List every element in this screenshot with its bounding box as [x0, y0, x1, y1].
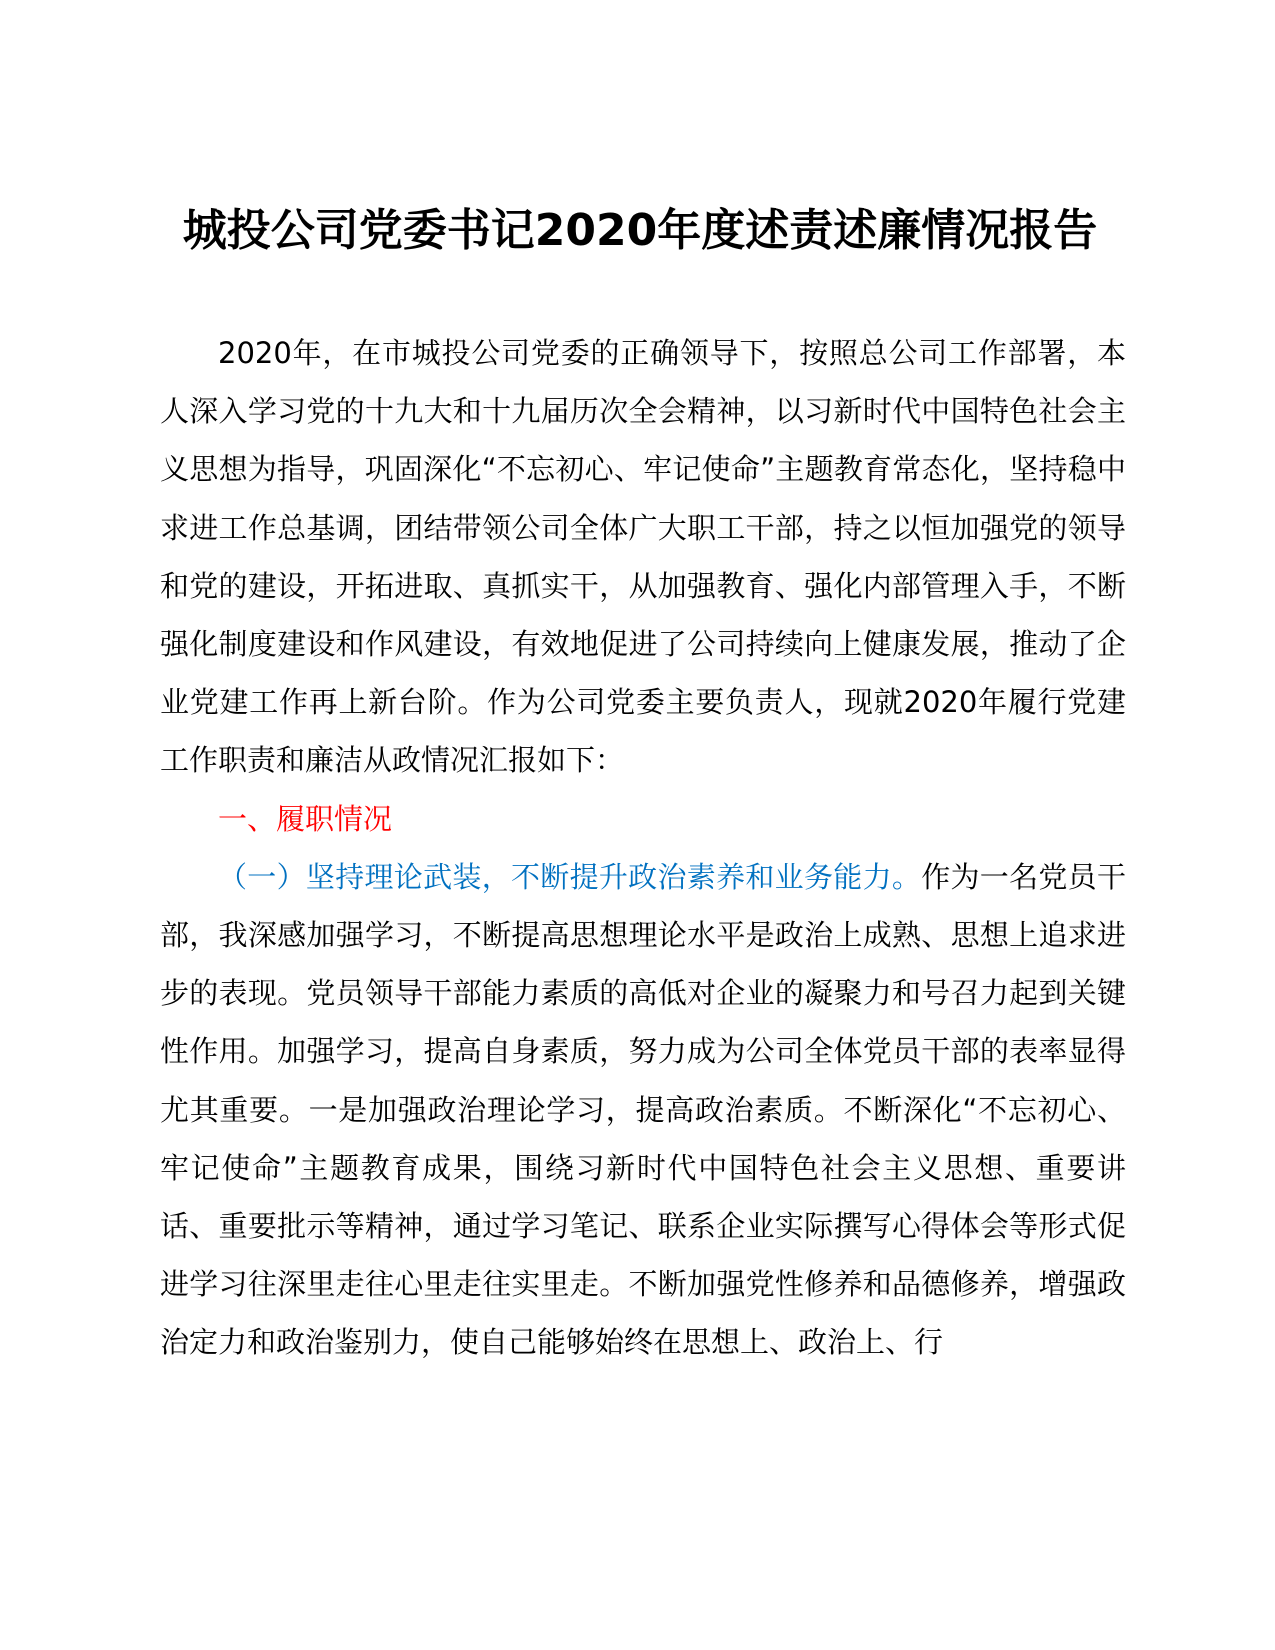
subsection-paragraph-1: [160, 848, 1126, 1372]
subsection-heading-1: （一）坚持理论武装，不断提升政治素养和业务能力。: [218, 859, 922, 894]
intro-paragraph: 2020年，在市城投公司党委的正确领导下，按照总公司工作部署，本人深入学习党的十九大和十九届历次全会精神，以习新时代中国特色社会主义思想为指导，巩固深化“不忘初心、牢记使命”主题教育常态化，坚持稳中求进工作总基调，团结带领公司全体广大职工干部，持之以恒加强党的领导和党的建设，开拓进取、真抓实干，从加强教育、强化内部管理入手，不断强化制度建设和作风建设，有效地促进了公司持续向上健康发展，推动了企业党建工作再上新台阶。作为公司党委主要负责人，现就2020年履行党建工作职责和廉洁从政情况汇报如下：: [160, 336, 1126, 778]
document-title: 城投公司党委书记2020年度述责述廉情况报告: [182, 205, 1098, 257]
document-body: [160, 324, 1126, 1372]
subsection-body-1: 作为一名党员干部，我深感加强学习，不断提高思想理论水平是政治上成熟、思想上追求进步的表现。党员领导干部能力素质的高低对企业的凝聚力和号召力起到关键性作用。加强学习，提高自身素质，努力成为公司全体党员干部的表率显得尤其重要。一是加强政治理论学习，提高政治素质。不断深化“不忘初心、牢记使命”主题教育成果，围绕习新时代中国特色社会主义思想、重要讲话、重要批示等精神，通过学习笔记、联系企业实际撰写心得体会等形式促进学习往深里走往心里走往实里走。不断加强党性修养和品德修养，增强政治定力和政治鉴别力，使自己能够始终在思想上、政治上、行: [160, 859, 1126, 1360]
section-heading-performance: 一、履职情况: [218, 801, 393, 836]
